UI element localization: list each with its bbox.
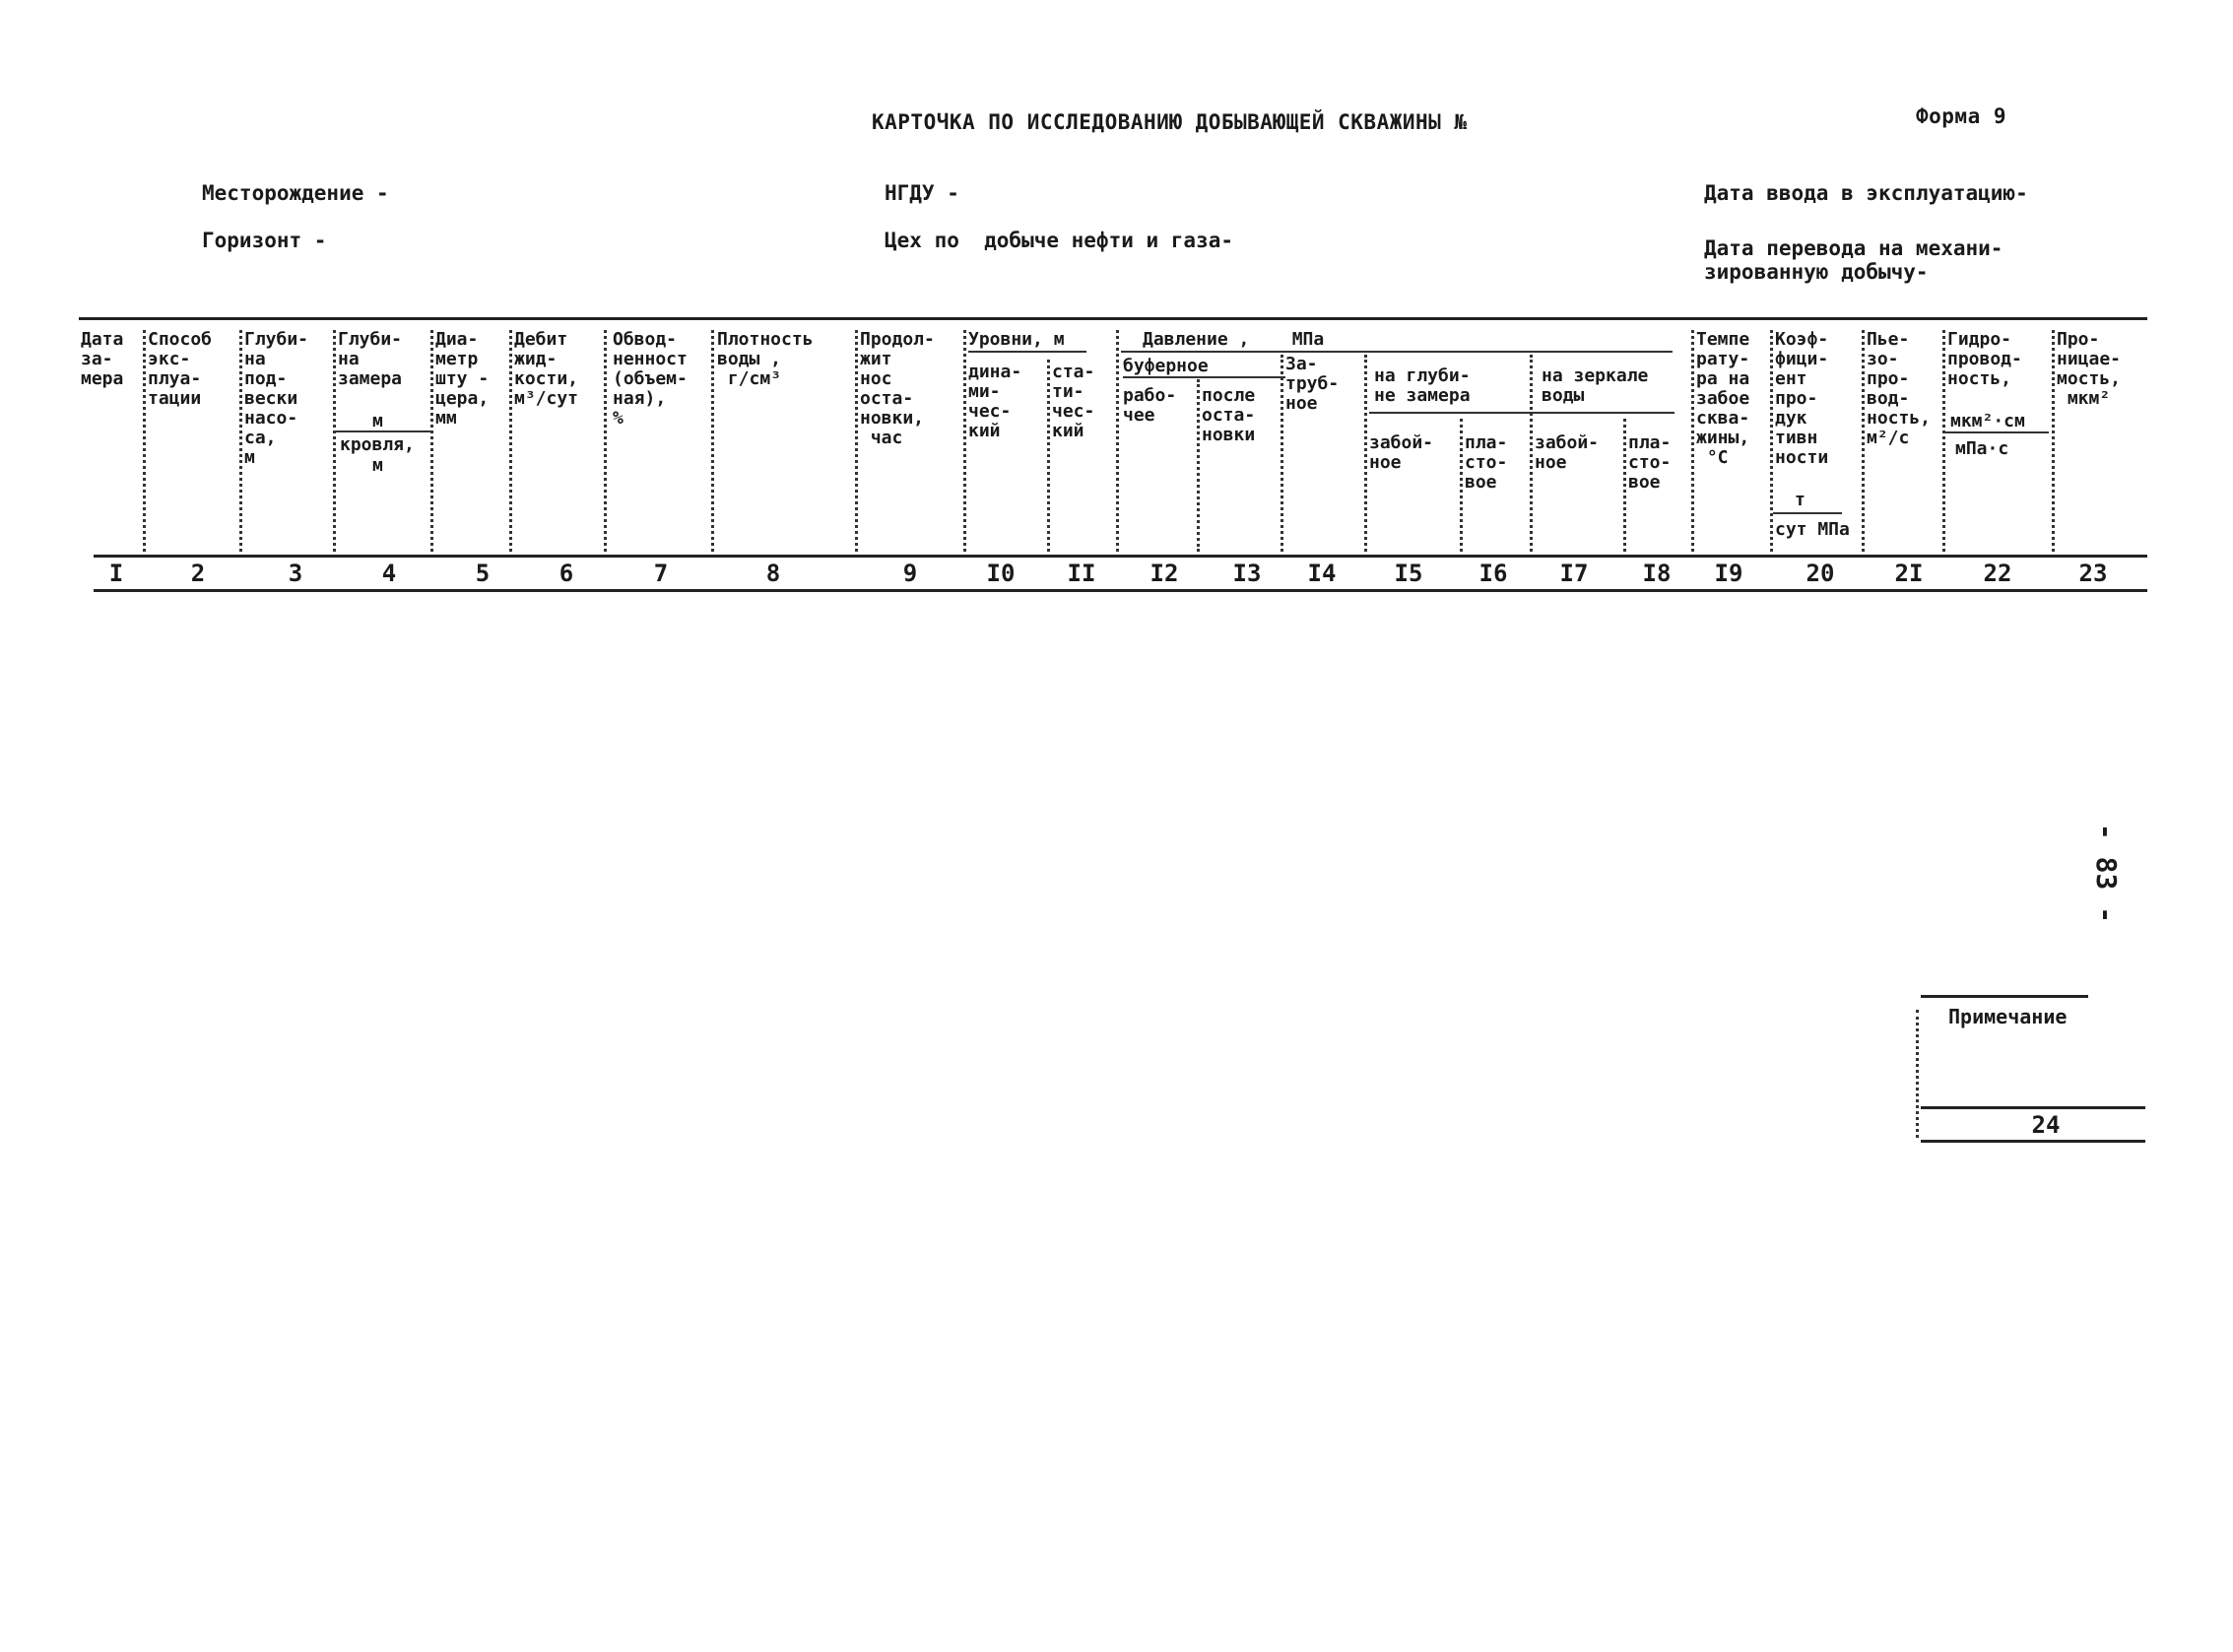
col-sep [1047, 360, 1050, 552]
col-sep [1281, 355, 1283, 552]
col-number: 6 [558, 560, 574, 587]
col-measure-depth-unit: м [372, 411, 383, 431]
col-sep [1623, 419, 1626, 552]
col-sep [1770, 330, 1773, 552]
col-number: I4 [1307, 560, 1337, 587]
col-after-shutdown: после оста- новки [1202, 385, 1256, 445]
col-sep [963, 330, 966, 552]
workshop-label: Цех по добыче нефти и газа- [885, 229, 1234, 252]
ngdu-label: НГДУ - [885, 181, 959, 205]
subgroup-rule [1369, 412, 1675, 414]
col-number: I8 [1642, 560, 1672, 587]
col-number: I [108, 560, 124, 587]
col-bottomhole-mirror: забой- ное [1535, 432, 1600, 473]
col-water-density: Плотность воды , г/см³ [717, 329, 814, 389]
col-sep [855, 330, 858, 552]
col-number: 22 [1983, 560, 2012, 587]
c4-rule [335, 430, 433, 432]
col-hydroconductivity: Гидро- провод- ность, [1947, 329, 2022, 389]
col-choke-diameter: Диа- метр шту - цера, мм [435, 329, 490, 429]
col-number: I7 [1559, 560, 1589, 587]
numbers-bottom-rule [94, 589, 2147, 592]
horizon-label: Горизонт - [202, 229, 327, 252]
col-sep [1364, 355, 1367, 552]
col-sep [509, 330, 512, 552]
table-top-rule [79, 317, 2147, 320]
col-productivity-num: т [1795, 490, 1806, 510]
col-pump-depth: Глуби- на под- вески насо- са, м [244, 329, 309, 468]
mech-date-label: Дата перевода на механи- зированную добычу- [1704, 236, 2003, 284]
col-number: 4 [381, 560, 397, 587]
col-number: 3 [288, 560, 303, 587]
group-pressure: Давление , МПа [1143, 329, 1325, 350]
col-shutdown-duration: Продол- жит нос оста- новки, час [860, 329, 935, 448]
col-sep [2052, 330, 2055, 552]
col-hydro-den: мПа·с [1955, 438, 2009, 459]
note-sep [1916, 1010, 1919, 1138]
note-top-rule [1921, 995, 2088, 998]
col-number: 20 [1806, 560, 1835, 587]
col-hydro-num: мкм²·см [1950, 411, 2025, 431]
col-productivity-coef: Коэф- фици- ент про- дук тивн ности [1775, 329, 1829, 468]
col-number: 7 [653, 560, 669, 587]
pressure-rule [1121, 351, 1673, 353]
col-bottom-temperature: Темпе рату- ра на забое сква- жины, °С [1696, 329, 1750, 468]
col-productivity-den: сут МПа [1775, 519, 1850, 540]
col-number: 5 [475, 560, 491, 587]
col-number: I5 [1394, 560, 1423, 587]
col-sep [239, 330, 242, 552]
side-page-number: - 83 - [2090, 823, 2124, 924]
col-sep [333, 330, 336, 552]
col-reservoir-mirror: пла- сто- вое [1628, 432, 1672, 493]
col-sep [1530, 355, 1533, 552]
col-measure-depth: Глуби- на замера [338, 329, 403, 389]
col-number: 9 [902, 560, 918, 587]
col-measure-depth-roof: кровля, [340, 434, 415, 455]
col-sep [1691, 330, 1694, 552]
col-number: II [1067, 560, 1096, 587]
col-number: I0 [986, 560, 1016, 587]
col-permeability: Про- ницае- мость, мкм² [2057, 329, 2122, 409]
col-sep [1862, 330, 1865, 552]
group-at-water-mirror: на зеркале воды [1542, 365, 1649, 406]
field-label: Месторождение - [202, 181, 389, 205]
c22-rule [1942, 431, 2049, 433]
note-mid-rule [1921, 1106, 2145, 1109]
col-number: 23 [2078, 560, 2108, 587]
col-sep [1116, 330, 1119, 552]
col-water-cut: Обвод- ненност (объем- ная), % [613, 329, 688, 429]
col-number: I9 [1714, 560, 1743, 587]
col-sep [430, 330, 433, 552]
note-bottom-rule [1921, 1140, 2145, 1143]
col-static-level: ста- ти- чес- кий [1052, 362, 1095, 441]
col-annulus-pressure: За- труб- ное [1285, 354, 1340, 414]
group-levels: Уровни, м [968, 329, 1065, 350]
group-at-depth: на глуби- не замера [1374, 365, 1471, 406]
col-number: 2 [190, 560, 206, 587]
document-title: КАРТОЧКА ПО ИССЛЕДОВАНИЮ ДОБЫВАЮЩЕЙ СКВАЖИНЫ № [872, 110, 1468, 134]
col-sep [1460, 419, 1463, 552]
col-dynamic-level: дина- ми- чес- кий [968, 362, 1022, 441]
col-reservoir-depth: пла- сто- вое [1465, 432, 1508, 493]
c20-rule [1773, 512, 1842, 514]
levels-rule [968, 351, 1086, 353]
col-sep [711, 330, 714, 552]
col-sep [1197, 379, 1200, 552]
col-bottomhole-depth: забой- ное [1369, 432, 1434, 473]
col-working-pressure: рабо- чее [1123, 385, 1177, 426]
col-number: I2 [1149, 560, 1179, 587]
col-number: 8 [765, 560, 781, 587]
col-number: I6 [1478, 560, 1508, 587]
note-label: Примечание [1948, 1005, 2068, 1028]
col-sep [1942, 330, 1945, 552]
header-bottom-rule [94, 555, 2147, 558]
col-operation-method: Способ экс- плуа- тации [148, 329, 213, 409]
commission-date-label: Дата ввода в эксплуатацию- [1704, 181, 2028, 205]
col-number: I3 [1232, 560, 1262, 587]
col-number: 2I [1894, 560, 1924, 587]
col-sep [604, 330, 607, 552]
col-piezoconductivity: Пье- зо- про- вод- ность, м²/с [1867, 329, 1932, 448]
col-measure-depth-unit2: м [372, 455, 383, 476]
col-sep [143, 330, 146, 552]
note-number: 24 [2031, 1111, 2061, 1139]
form-label: Форма 9 [1916, 104, 2007, 128]
group-buffer: буферное [1123, 356, 1209, 376]
col-measure-date: Дата за- мера [81, 329, 124, 389]
buffer-rule [1123, 376, 1285, 378]
col-liquid-rate: Дебит жид- кости, м³/сут [514, 329, 579, 409]
